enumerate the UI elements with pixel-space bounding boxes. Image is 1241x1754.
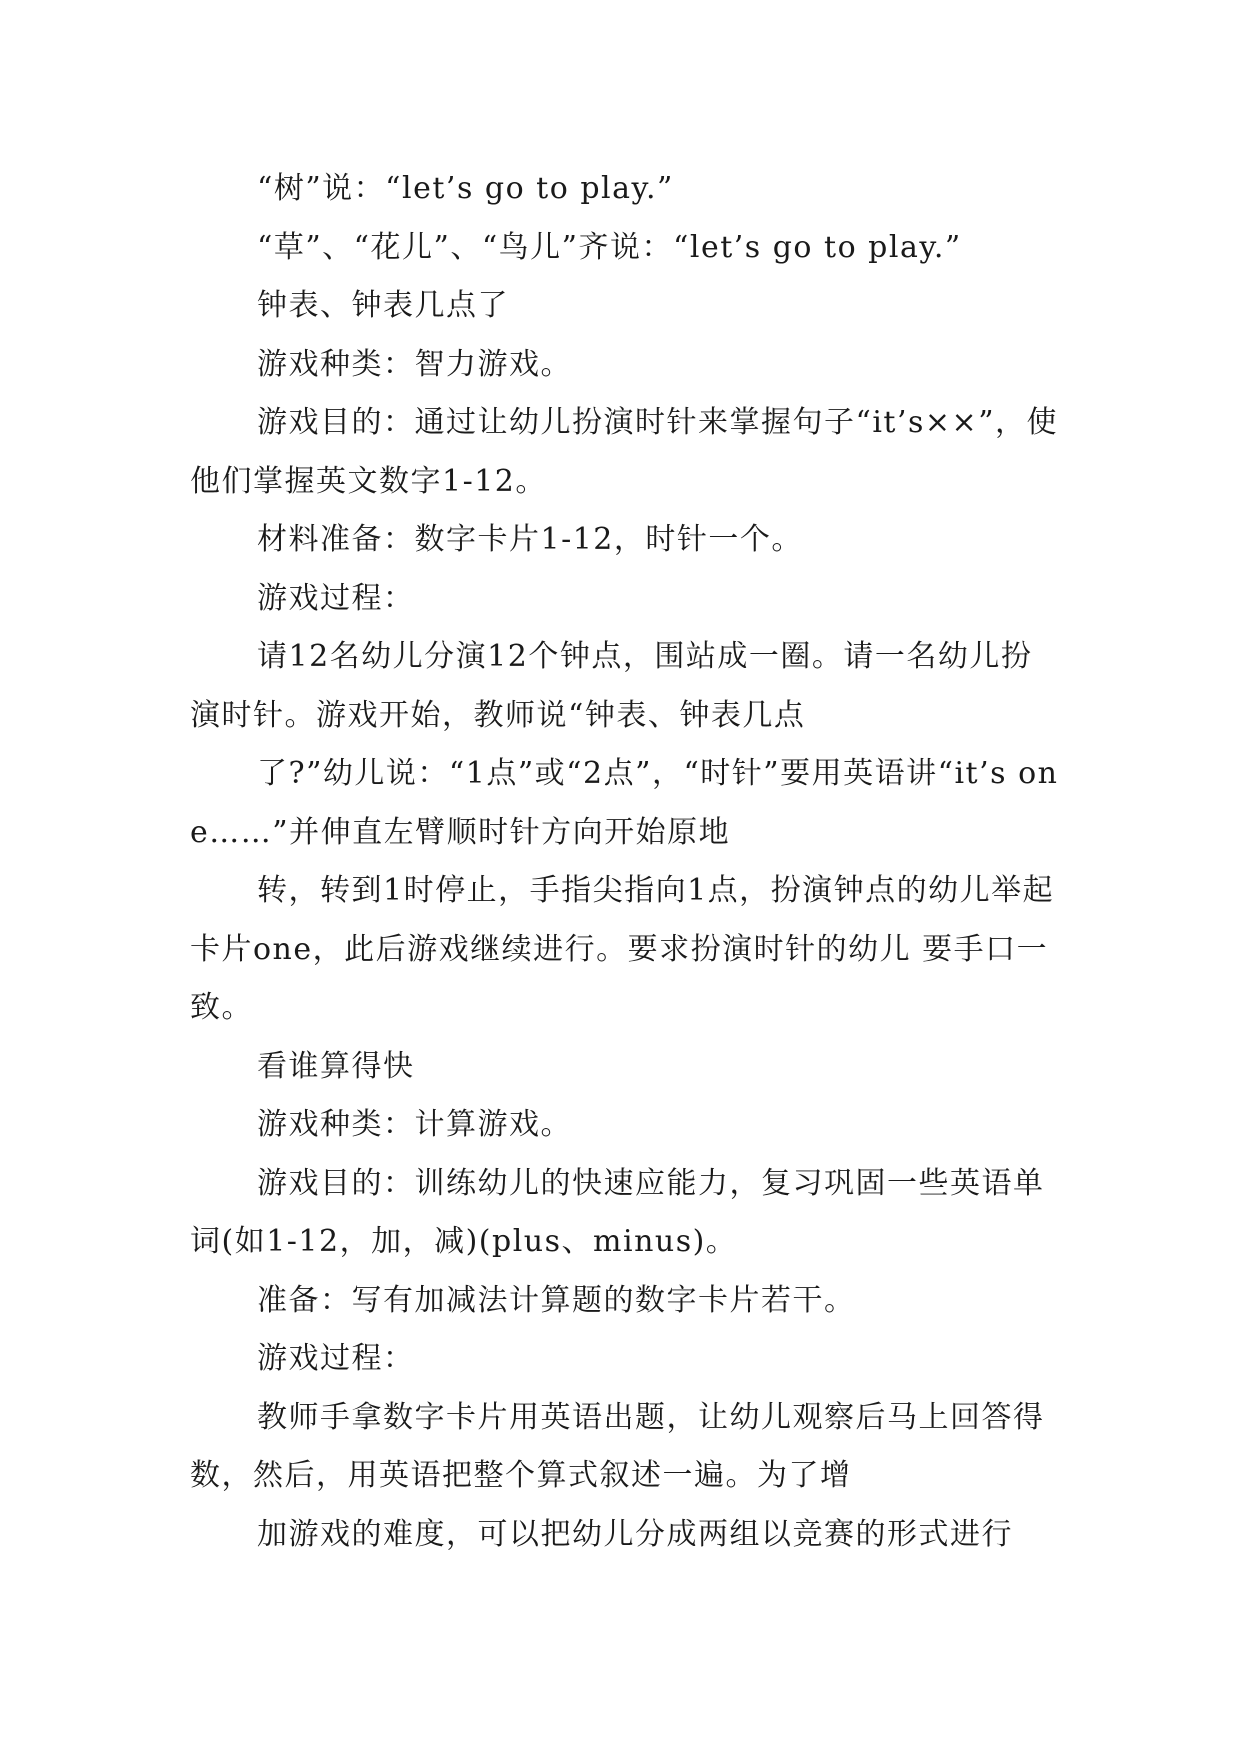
paragraph: 游戏过程： xyxy=(257,1341,415,1376)
paragraph: “树”说：“let’s go to play.” xyxy=(257,171,674,206)
paragraph: 游戏目的：通过让幼儿扮演时针来掌握句子“it’s××”，使他们掌握英文数字1-12。 xyxy=(190,405,1059,499)
paragraph: 游戏过程： xyxy=(257,580,415,616)
document-body xyxy=(190,160,1060,1564)
paragraph: 教师手拿数字卡片用英语出题，让幼儿观察后马上回答得数，然后，用英语把整个算式叙述一遍。为了增 xyxy=(190,1399,1045,1493)
paragraph: 游戏目的：训练幼儿的快速应能力，复习巩固一些英语单词(如1-12，加，减)(plus、minus)。 xyxy=(190,1165,1045,1259)
paragraph: 加游戏的难度，可以把幼儿分成两组以竞赛的形式进行 xyxy=(257,1516,1013,1552)
paragraph: 请12名幼儿分演12个钟点，围站成一圈。请一名幼儿扮演时针。游戏开始，教师说“钟表、钟表几点 xyxy=(190,639,1033,733)
paragraph: 转，转到1时停止，手指尖指向1点，扮演钟点的幼儿举起卡片one，此后游戏继续进行。要求扮演时针的幼儿 要手口一致。 xyxy=(190,873,1055,1025)
paragraph: “草”、“花儿”、“鸟儿”齐说：“let’s go to play.” xyxy=(257,229,962,265)
paragraph: 游戏种类：计算游戏。 xyxy=(257,1107,572,1142)
paragraph: 准备：写有加减法计算题的数字卡片若干。 xyxy=(257,1282,856,1318)
section-heading: 看谁算得快 xyxy=(257,1048,415,1084)
section-heading: 钟表、钟表几点了 xyxy=(257,288,509,323)
paragraph: 游戏种类：智力游戏。 xyxy=(257,346,572,382)
paragraph: 了?”幼儿说：“1点”或“2点”，“时针”要用英语讲“it’s one……”并伸直左臂顺时针方向开始原地 xyxy=(190,756,1059,850)
paragraph: 材料准备：数字卡片1-12，时针一个。 xyxy=(257,522,803,557)
